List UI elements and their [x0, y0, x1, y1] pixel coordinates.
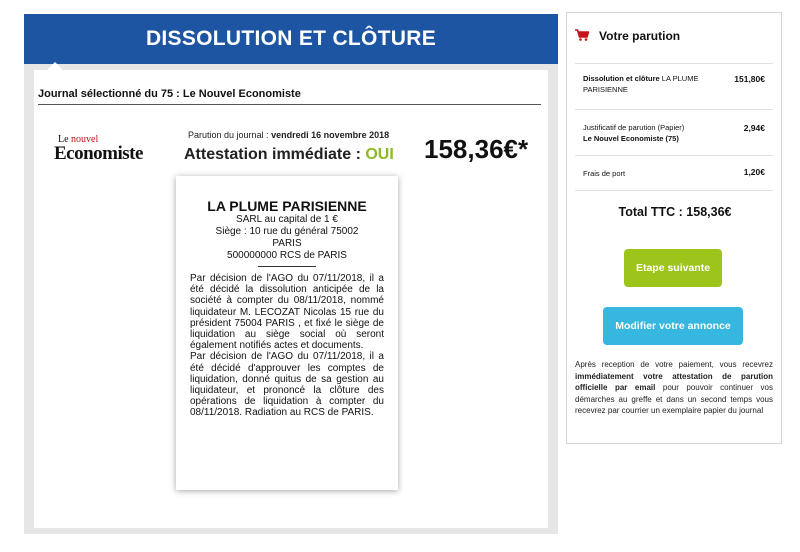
total-price: Total TTC : 158,36€: [618, 205, 732, 219]
company-address: Siège : 10 rue du général 75002: [215, 226, 359, 237]
payment-info-highlight: immédiatement votre attestation de parution officielle par email: [575, 371, 773, 392]
main-content: [34, 70, 548, 528]
notice-divider: [258, 266, 316, 267]
notice-paragraph-dissolution: Par décision de l'AGO du 07/11/2018, il a été décidé la dissolution anticipée de la société à compter du 08/11/2018, nommé liquidateur M. LECOZAT Nicolas 15 rue du président 75004 PARIS , et fixé le siège de liquidation au siège social où seront également notifiés actes et documents.: [190, 273, 384, 352]
row-announcement-type: Dissolution et clôture: [583, 74, 660, 83]
row-shipping-label: Frais de port: [583, 169, 626, 178]
payment-info-text: Après reception de votre paiement, vous recevrez immédiatement votre attestation de parution officielle par email pour pouvoir continuer vos démarches au greffe et dans un second temps vous recevrez par courrier un exemplaire papier du journal: [575, 360, 773, 415]
selected-journal-label: Journal sélectionné du 75 : Le Nouvel Economiste: [38, 88, 541, 105]
announcement-preview: [176, 176, 398, 490]
row-justificatif-price: 2,94€: [743, 123, 765, 133]
summary-row-announcement: [575, 63, 773, 109]
row-announcement-company: LA PLUME PARISIENNE: [583, 74, 699, 94]
logo-prefix: Le: [58, 134, 69, 145]
company-capital: SARL au capital de 1 €: [236, 214, 338, 225]
main-panel: [24, 14, 558, 534]
summary-row-justificatif: [575, 109, 773, 155]
summary-title: Votre parution: [575, 29, 680, 43]
row-justificatif-journal: Le Nouvel Economiste (75): [583, 134, 679, 143]
company-name: LA PLUME PARISIENNE: [207, 198, 367, 214]
edit-announcement-button[interactable]: Modifier votre annonce: [603, 307, 743, 345]
company-city: PARIS: [272, 238, 302, 249]
page-title: DISSOLUTION ET CLÔTURE: [24, 14, 558, 64]
parution-date-value: vendredi 16 novembre 2018: [271, 130, 390, 140]
logo-accent: nouvel: [71, 134, 99, 145]
newspaper-logo: [54, 134, 164, 164]
logo-wordmark: Economiste: [54, 143, 143, 164]
cart-icon: [575, 29, 589, 41]
row-shipping-price: 1,20€: [743, 167, 765, 177]
company-rcs: 500000000 RCS de PARIS: [227, 250, 347, 261]
attestation-value: OUI: [365, 146, 394, 163]
next-step-button[interactable]: Etape suivante: [624, 249, 722, 287]
order-summary: [566, 12, 782, 444]
parution-date: Parution du journal : vendredi 16 novembre 2018: [188, 130, 390, 140]
attestation-line: Attestation immédiate : OUI: [184, 146, 394, 163]
announcement-price: 158,36€*: [424, 134, 529, 164]
row-announcement-price: 151,80€: [734, 74, 765, 84]
notice-paragraph-closure: Par décision de l'AGO du 07/11/2018, il a été décidé d'approuver les comptes de liquidation, donné quitus de sa gestion au liquidateur, et prononcé la clôture des opérations de liquidation à compter du 08/11/2018. Radiation au RCS de PARIS.: [190, 351, 384, 419]
tab-notch: [46, 62, 64, 71]
row-justificatif-label: Justificatif de parution (Papier): [583, 123, 685, 132]
summary-row-shipping: [575, 155, 773, 191]
